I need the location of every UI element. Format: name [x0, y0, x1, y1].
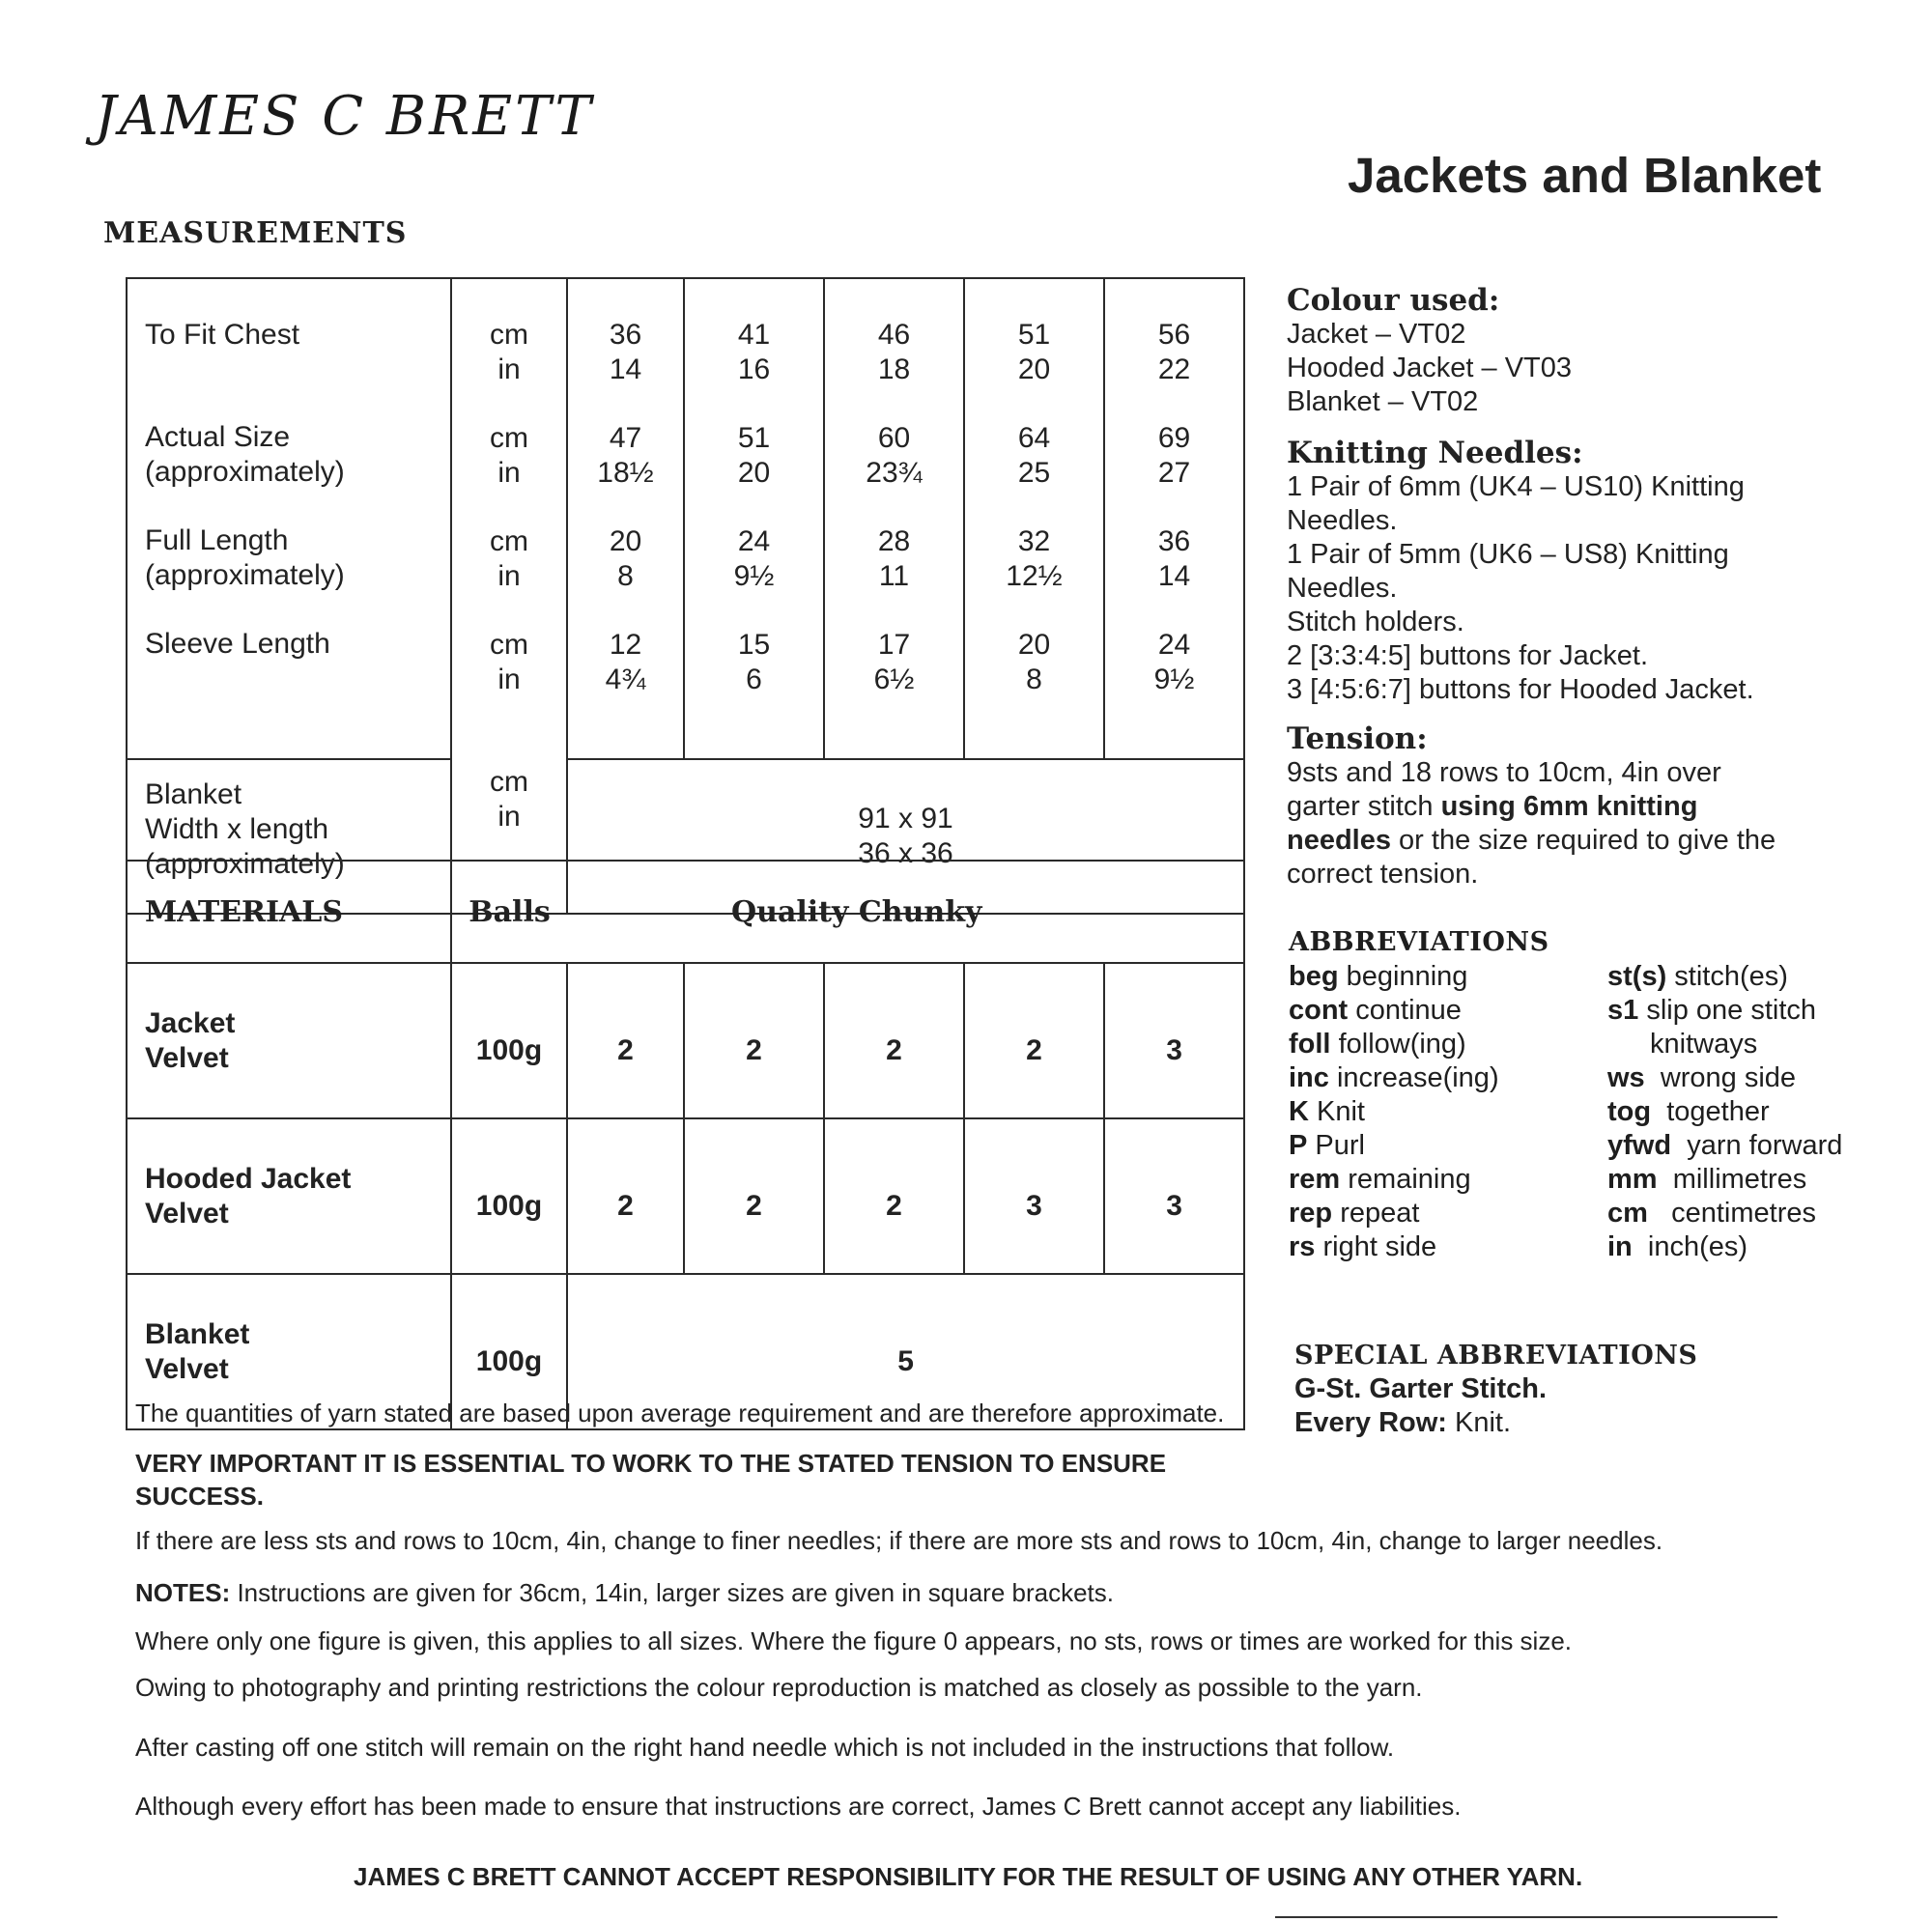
abbreviations-right: [1607, 960, 1926, 1264]
needles-line: Needles.: [1287, 573, 1398, 604]
material-name: [127, 1118, 451, 1274]
materials-heading-cell: [127, 861, 451, 963]
abbr-item: [1289, 1061, 1598, 1095]
material-weight: 100g: [451, 1118, 567, 1274]
abbr-item: [1607, 1163, 1926, 1197]
unit-cm: cm: [490, 319, 528, 351]
abbreviations-heading: ABBREVIATIONS: [1289, 927, 1549, 957]
colour-section: [1287, 284, 1572, 419]
value-cell: 4¾: [605, 664, 646, 695]
special-abbreviations-heading: SPECIAL ABBREVIATIONS: [1294, 1341, 1698, 1371]
size-col-4: [964, 278, 1104, 759]
casting-note: After casting off one stitch will remain on the right hand needle which is not included in the instructions that follow.: [135, 1733, 1395, 1762]
value-cell: 25: [1017, 457, 1051, 489]
value-cell: 60: [877, 422, 911, 454]
measurement-labels: [127, 278, 451, 759]
ball-count: 3: [964, 1118, 1104, 1274]
value-cell: 51: [737, 422, 771, 454]
unit-cm: cm: [490, 525, 528, 557]
abbr-value: beginning: [1346, 961, 1468, 992]
size-col-2: [684, 278, 824, 759]
needles-note: If there are less sts and rows to 10cm, 4in, change to finer needles; if there are more sts and rows to 10cm, 4in, change to larger needles.: [135, 1526, 1663, 1555]
abbr-item: [1607, 1230, 1926, 1264]
value-cell: 24: [1157, 629, 1191, 661]
abbr-key: s1: [1607, 995, 1639, 1026]
abbr-key: beg: [1289, 961, 1339, 992]
needles-line: Needles.: [1287, 505, 1398, 536]
ball-count: 2: [824, 963, 964, 1118]
ball-count: 5: [567, 1274, 1244, 1429]
value-cell: 16: [737, 353, 771, 385]
material-row-hooded-jacket: [127, 1118, 1244, 1274]
abbr-key: in: [1607, 1231, 1633, 1262]
abbr-key: rs: [1289, 1231, 1316, 1262]
special-key: Every Row:: [1294, 1407, 1447, 1438]
notes-line: [135, 1578, 1114, 1608]
material-name-line2: Velvet: [145, 1041, 229, 1074]
value-cell: 15: [737, 629, 771, 661]
tension-line: 9sts and 18 rows to 10cm, 4in over: [1287, 757, 1721, 788]
material-name-line2: Velvet: [145, 1352, 229, 1385]
material-row-jacket: [127, 963, 1244, 1118]
label-full-length: Full Length: [145, 524, 289, 556]
label-to-fit-chest: To Fit Chest: [145, 319, 300, 351]
tension-text: or the size required to give the: [1391, 825, 1776, 856]
abbr-item: [1607, 960, 1926, 994]
footer-warning: JAMES C BRETT CANNOT ACCEPT RESPONSIBILITY FOR THE RESULT OF USING ANY OTHER YARN.: [354, 1862, 1583, 1891]
important-line: VERY IMPORTANT IT IS ESSENTIAL TO WORK TO THE STATED TENSION TO ENSURE: [135, 1449, 1167, 1478]
material-name-line1: Jacket: [145, 1006, 236, 1039]
abbr-item: [1289, 1163, 1598, 1197]
tension-line: [1287, 824, 1776, 858]
ball-count: 2: [567, 963, 684, 1118]
abbr-key: tog: [1607, 1096, 1652, 1127]
unit-in: in: [497, 353, 521, 385]
special-abbreviations-section: [1294, 1339, 1697, 1440]
colour-line: Blanket – VT02: [1287, 386, 1479, 417]
needles-heading: Knitting Needles:: [1287, 436, 1583, 470]
materials-table: [126, 860, 1245, 1430]
quality-heading-cell: [567, 861, 1244, 963]
needles-section: [1287, 437, 1754, 707]
value-cell: 20: [1017, 629, 1051, 661]
unit-in: in: [497, 801, 521, 833]
abbr-value: wrong side: [1660, 1062, 1797, 1093]
abbr-value: millimetres: [1672, 1164, 1807, 1195]
abbr-key: cm: [1607, 1198, 1648, 1229]
material-weight: 100g: [451, 1274, 567, 1429]
value-cell: 27: [1157, 457, 1191, 489]
size-col-1: [567, 278, 684, 759]
colour-line: Hooded Jacket – VT03: [1287, 353, 1573, 383]
special-line: G-St. Garter Stitch.: [1294, 1373, 1548, 1404]
quantities-note: The quantities of yarn stated are based upon average requirement and are therefore approximate.: [135, 1399, 1225, 1427]
abbr-value: centimetres: [1671, 1198, 1816, 1229]
abbr-item: [1289, 1230, 1598, 1264]
ball-count: 2: [567, 1118, 684, 1274]
material-name-line1: Hooded Jacket: [145, 1162, 352, 1195]
abbr-key: cont: [1289, 995, 1349, 1026]
value-cell: 12: [609, 629, 642, 661]
abbr-key: inc: [1289, 1062, 1329, 1093]
abbr-key: P: [1289, 1130, 1308, 1161]
value-cell: 51: [1017, 319, 1051, 351]
label-width-length: Width x length: [145, 813, 329, 845]
photo-note: Owing to photography and printing restrictions the colour reproduction is matched as closely as possible to the yarn.: [135, 1673, 1423, 1702]
abbr-value: inch(es): [1647, 1231, 1748, 1262]
materials-header-row: [127, 861, 1244, 963]
needles-line: 2 [3:3:4:5] buttons for Jacket.: [1287, 640, 1648, 671]
blanket-size-cm: 91 x 91: [858, 803, 953, 834]
value-cell: 14: [1157, 560, 1191, 592]
abbr-value: stitch(es): [1674, 961, 1788, 992]
special-value: Knit.: [1446, 1407, 1512, 1438]
needles-line: 3 [4:5:6:7] buttons for Hooded Jacket.: [1287, 674, 1754, 705]
unit-column: [451, 278, 567, 914]
liability-note: Although every effort has been made to ensure that instructions are correct, James C Brett cannot accept any liabilities.: [135, 1792, 1462, 1821]
materials-heading: MATERIALS: [145, 894, 344, 929]
abbr-value: increase(ing): [1336, 1062, 1499, 1093]
measurement-rows: [127, 278, 1244, 759]
value-cell: 11: [878, 560, 910, 592]
abbr-item: [1607, 1095, 1926, 1129]
value-cell: 46: [877, 319, 911, 351]
abbr-value: knitways: [1650, 1029, 1758, 1060]
value-cell: 24: [737, 525, 771, 557]
value-cell: 20: [1017, 353, 1051, 385]
abbr-item: [1607, 1129, 1926, 1163]
value-cell: 64: [1017, 422, 1051, 454]
abbr-value: together: [1666, 1096, 1770, 1127]
value-cell: 22: [1157, 353, 1191, 385]
value-cell: 36: [1157, 525, 1191, 557]
blanket-size-in: 36 x 36: [858, 837, 953, 869]
tension-text: garter stitch: [1287, 791, 1441, 822]
abbr-value: follow(ing): [1338, 1029, 1466, 1060]
abbr-value: yarn forward: [1687, 1130, 1843, 1161]
unit-cm: cm: [490, 422, 528, 454]
abbr-item: [1289, 1095, 1598, 1129]
label-full-length-approx: (approximately): [145, 559, 345, 591]
value-cell: 8: [1026, 664, 1042, 695]
value-cell: 9½: [1153, 664, 1195, 695]
value-cell: 69: [1157, 422, 1191, 454]
abbr-item: [1607, 1061, 1926, 1095]
abbr-value: remaining: [1348, 1164, 1471, 1195]
abbr-value: Purl: [1315, 1130, 1365, 1161]
needles-line: 1 Pair of 5mm (UK6 – US8) Knitting: [1287, 539, 1729, 570]
tension-heading: Tension:: [1287, 721, 1428, 756]
abbr-item: [1289, 960, 1598, 994]
abbr-value: repeat: [1340, 1198, 1420, 1229]
label-blanket-approx: (approximately): [145, 848, 345, 880]
abbreviations-left: [1289, 960, 1598, 1264]
material-weight: 100g: [451, 963, 567, 1118]
ball-count: 3: [1104, 1118, 1244, 1274]
value-cell: 8: [617, 560, 634, 592]
ball-count: 2: [824, 1118, 964, 1274]
abbr-value: right side: [1322, 1231, 1437, 1262]
label-actual-size: Actual Size: [145, 421, 291, 453]
unit-in: in: [497, 560, 521, 592]
abbr-item: [1607, 1028, 1926, 1061]
abbr-item: [1289, 994, 1598, 1028]
ball-count: 2: [684, 963, 824, 1118]
colour-heading: Colour used:: [1287, 283, 1500, 318]
value-cell: 47: [609, 422, 642, 454]
abbr-value: slip one stitch: [1646, 995, 1817, 1026]
ball-count: 3: [1104, 963, 1244, 1118]
unit-in: in: [497, 457, 521, 489]
material-name-line2: Velvet: [145, 1197, 229, 1230]
value-cell: 36: [609, 319, 642, 351]
value-cell: 23¾: [866, 457, 923, 489]
material-name: [127, 963, 451, 1118]
label-blanket: Blanket: [145, 778, 242, 810]
value-cell: 41: [737, 319, 771, 351]
tension-line: [1287, 790, 1776, 824]
abbr-key: rep: [1289, 1198, 1333, 1229]
label-actual-size-approx: (approximately): [145, 456, 345, 488]
abbr-key: mm: [1607, 1164, 1658, 1195]
measurements-heading: MEASUREMENTS: [103, 216, 408, 250]
value-cell: 9½: [733, 560, 775, 592]
value-cell: 14: [609, 353, 642, 385]
value-cell: 18: [877, 353, 911, 385]
notes-label: NOTES:: [135, 1578, 231, 1607]
brand-logo: JAMES C BRETT: [95, 85, 594, 148]
abbr-value: Knit: [1317, 1096, 1365, 1127]
abbr-key: foll: [1289, 1029, 1331, 1060]
value-cell: 20: [609, 525, 642, 557]
ball-count: 2: [684, 1118, 824, 1274]
label-sleeve-length: Sleeve Length: [145, 628, 330, 660]
tension-section: [1287, 722, 1776, 891]
value-cell: 20: [737, 457, 771, 489]
bottom-rule: [1275, 1916, 1777, 1918]
abbr-item: [1607, 1197, 1926, 1230]
abbr-item: [1289, 1129, 1598, 1163]
abbr-key: yfwd: [1607, 1130, 1672, 1161]
tension-bold: using 6mm knitting: [1440, 791, 1698, 822]
value-cell: 32: [1017, 525, 1051, 557]
one-figure-note: Where only one figure is given, this applies to all sizes. Where the figure 0 appears, no sts, rows or times are worked for this size.: [135, 1626, 1573, 1655]
material-name-line1: Blanket: [145, 1317, 250, 1350]
abbr-item: [1289, 1197, 1598, 1230]
quality-heading: Quality Chunky: [731, 894, 982, 929]
balls-heading: Balls: [469, 894, 551, 929]
ball-count: 2: [964, 963, 1104, 1118]
abbr-key: rem: [1289, 1164, 1341, 1195]
abbr-item: [1289, 1028, 1598, 1061]
size-col-3: [824, 278, 964, 759]
abbr-key: K: [1289, 1096, 1309, 1127]
needles-line: Stitch holders.: [1287, 607, 1464, 637]
unit-cm: cm: [490, 766, 528, 798]
value-cell: 18½: [597, 457, 654, 489]
balls-heading-cell: [451, 861, 567, 963]
tension-bold: needles: [1287, 825, 1391, 856]
notes-text: Instructions are given for 36cm, 14in, larger sizes are given in square brackets.: [230, 1578, 1115, 1607]
unit-cm: cm: [490, 629, 528, 661]
abbr-key: st(s): [1607, 961, 1667, 992]
needles-line: 1 Pair of 6mm (UK4 – US10) Knitting: [1287, 471, 1745, 502]
important-note: [135, 1447, 1166, 1512]
page-title: Jackets and Blanket: [1348, 148, 1822, 203]
colour-line: Jacket – VT02: [1287, 319, 1466, 350]
measurements-table: [126, 277, 1245, 915]
important-line: SUCCESS.: [135, 1482, 264, 1511]
size-col-5: [1104, 278, 1244, 759]
value-cell: 12½: [1006, 560, 1063, 592]
tension-line: correct tension.: [1287, 859, 1479, 890]
value-cell: 17: [877, 629, 911, 661]
abbr-item: [1607, 994, 1926, 1028]
abbr-key: ws: [1607, 1062, 1645, 1093]
unit-in: in: [497, 664, 521, 695]
value-cell: 6: [746, 664, 762, 695]
value-cell: 6½: [873, 664, 915, 695]
abbr-value: continue: [1355, 995, 1462, 1026]
value-cell: 28: [877, 525, 911, 557]
value-cell: 56: [1157, 319, 1191, 351]
special-line: [1294, 1406, 1697, 1440]
